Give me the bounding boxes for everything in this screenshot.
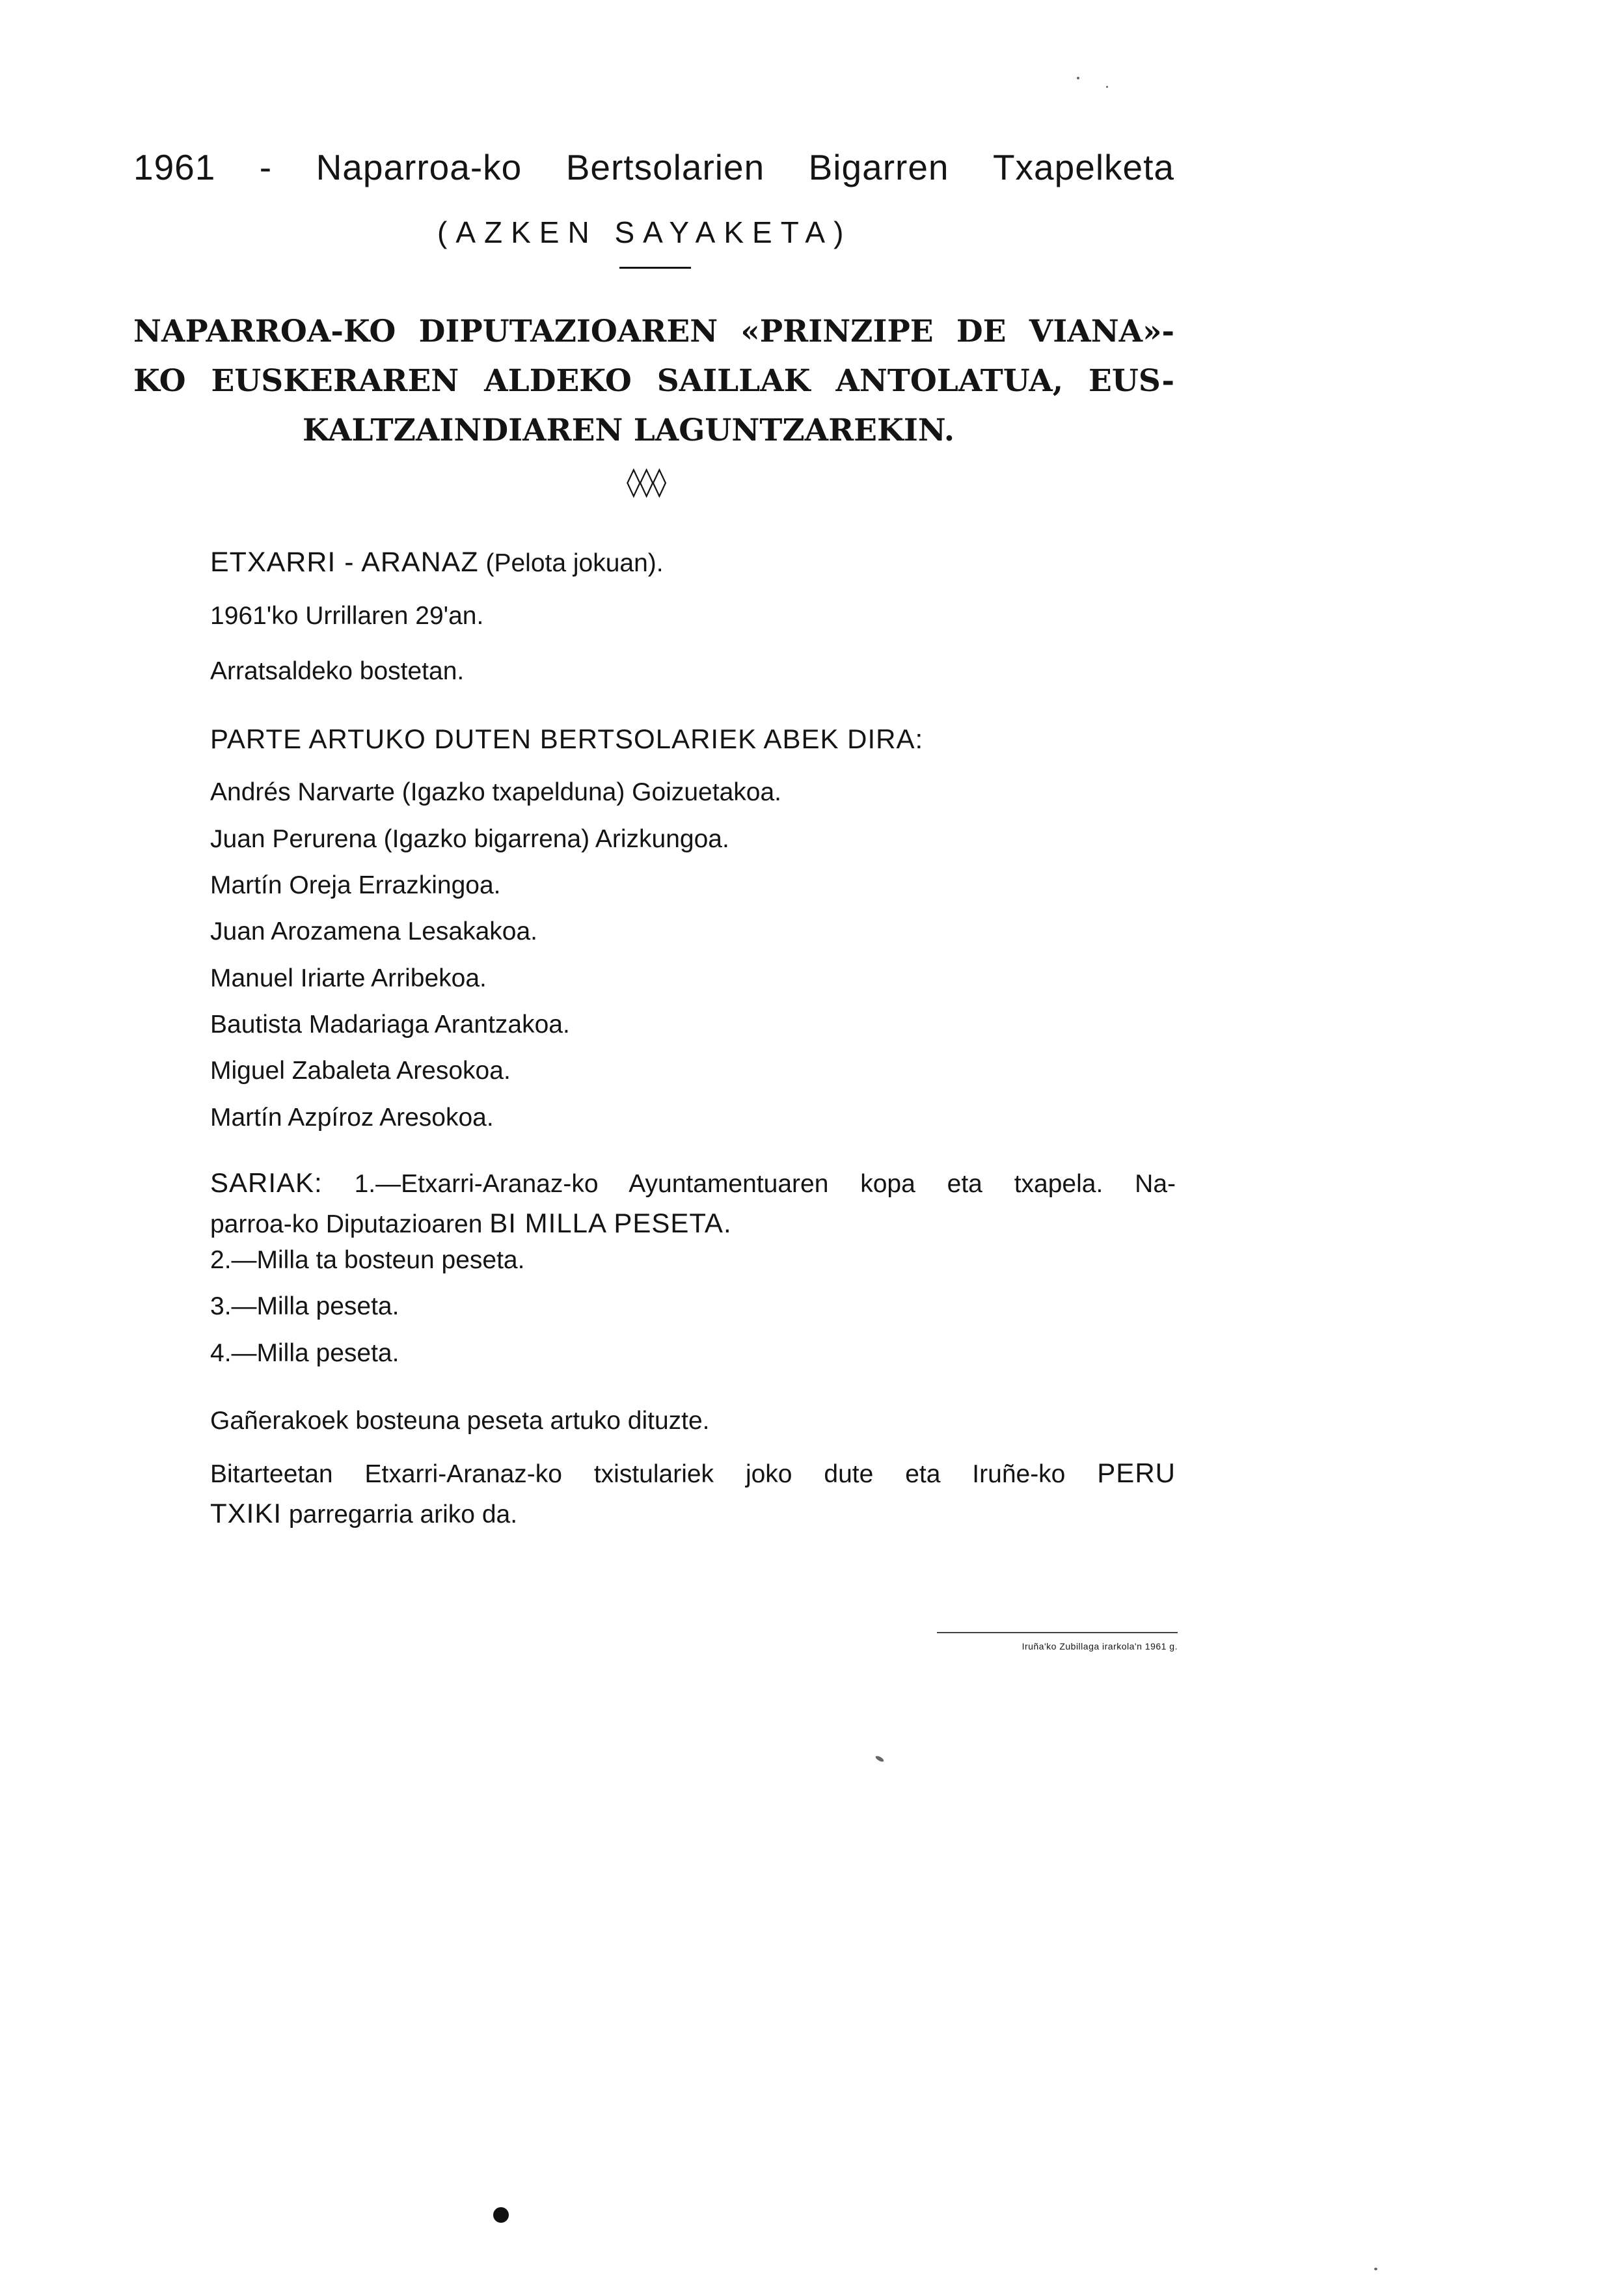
event-time: Arratsaldeko bostetan.	[210, 657, 465, 685]
prizes-first-text: 1.—Etxarri-Aranaz-ko Ayuntamentuaren kopa eta txapela. Na-	[354, 1170, 1176, 1198]
printer-rule	[937, 1632, 1178, 1633]
organizer-line: KO EUSKERAREN ALDEKO SAILLAK ANTOLATUA, EUS-	[133, 363, 1174, 399]
subtitle-rule	[619, 267, 691, 269]
event-place-note: (Pelota jokuan).	[485, 549, 664, 577]
prizes-amount: BI MILLA PESETA.	[489, 1208, 732, 1238]
prizes-second-text: parroa-ko Diputazioaren	[210, 1210, 483, 1238]
subtitle: (AZKEN SAYAKETA)	[437, 215, 852, 249]
participant-item: Andrés Narvarte (Igazko txapelduna) Goizuetakoa.	[210, 778, 781, 806]
closing-rest: Gañerakoek bosteuna peseta artuko dituzte.	[210, 1407, 710, 1435]
organizer-line: KALTZAINDIAREN LAGUNTZAREKIN.	[303, 413, 955, 448]
participant-item: Juan Perurena (Igazko bigarrena) Arizkungoa.	[210, 825, 729, 853]
prize-item: 3.—Milla peseta.	[210, 1292, 399, 1320]
prizes-paragraph	[210, 1160, 1176, 1248]
scan-dot	[493, 2207, 509, 2223]
closing-txiki: TXIKI	[210, 1498, 282, 1528]
title-dash: -	[259, 147, 273, 187]
closing-line-2-text: parregarria ariko da.	[288, 1501, 518, 1528]
closing-paragraph	[210, 1450, 1176, 1538]
scan-speck	[1077, 77, 1079, 79]
page-title	[133, 146, 1174, 188]
event-date: 1961'ko Urrillaren 29'an.	[210, 602, 484, 630]
participant-item: Martín Oreja Errazkingoa.	[210, 871, 501, 899]
title-word: Bigarren	[808, 147, 949, 187]
organizer-line: NAPARROA-KO DIPUTAZIOAREN «PRINZIPE DE VIANA»-	[133, 314, 1174, 349]
ornament-divider: ◊◊◊	[627, 465, 666, 498]
participant-item: Manuel Iriarte Arribekoa.	[210, 964, 487, 992]
closing-line-1-text: Bitarteetan Etxarri-Aranaz-ko txistulariek joko dute eta Iruñe-ko	[210, 1460, 1066, 1488]
printer-credit: Iruña'ko Zubillaga irarkola'n 1961 g.	[1022, 1641, 1178, 1651]
scan-speck	[1106, 86, 1108, 88]
participant-item: Martín Azpíroz Aresokoa.	[210, 1104, 494, 1132]
participant-item: Miguel Zabaleta Aresokoa.	[210, 1057, 511, 1085]
participants-heading: PARTE ARTUKO DUTEN BERTSOLARIEK ABEK DIRA:	[210, 724, 924, 754]
prize-item: 4.—Milla peseta.	[210, 1339, 399, 1367]
title-word: Bertsolarien	[565, 147, 765, 187]
closing-peru: PERU	[1097, 1458, 1176, 1488]
title-word: Txapelketa	[992, 147, 1174, 187]
participant-item: Juan Arozamena Lesakakoa.	[210, 917, 538, 945]
prize-item: 2.—Milla ta bosteun peseta.	[210, 1246, 525, 1274]
title-word: Naparroa-ko	[316, 147, 522, 187]
event-place-name: ETXARRI - ARANAZ	[210, 547, 479, 578]
scan-speck	[1374, 2268, 1377, 2270]
event-place	[210, 547, 664, 578]
scan-speck	[874, 1755, 884, 1763]
participant-item: Bautista Madariaga Arantzakoa.	[210, 1011, 570, 1039]
prizes-label: SARIAK:	[210, 1167, 323, 1198]
title-year: 1961	[133, 147, 216, 187]
